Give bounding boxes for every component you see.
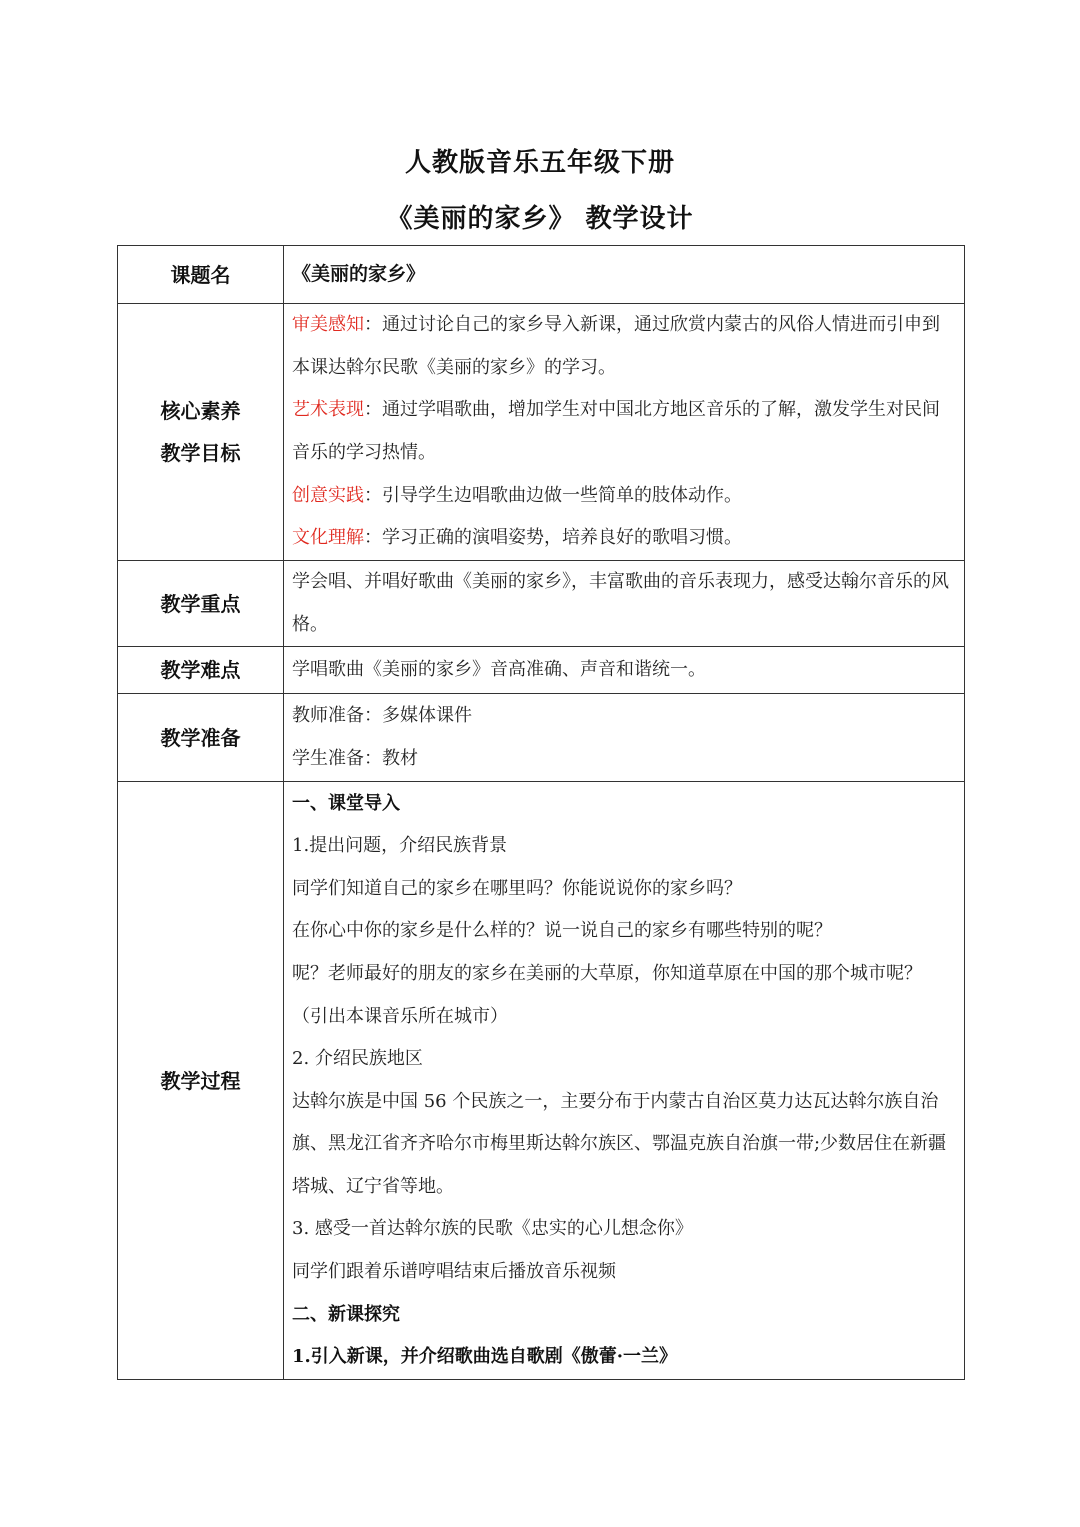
label-topic: 课题名 (118, 246, 284, 304)
row-preparation (118, 694, 965, 782)
label-difficulty: 教学难点 (118, 647, 284, 694)
process-line: 1.引入新课，并介绍歌曲选自歌剧《傲蕾·一兰》 (292, 1346, 678, 1368)
process-content (284, 782, 965, 1380)
label-goals (118, 304, 284, 561)
label-process: 教学过程 (118, 782, 284, 1380)
process-line: 呢？老师最好的朋友的家乡在美丽的大草原，你知道草原在中国的那个城市呢？ (292, 962, 922, 984)
lesson-plan-table (117, 245, 965, 1380)
student-preparation: 学生准备：教材 (292, 747, 418, 769)
process-line: 1.提出问题，介绍民族背景 (292, 835, 508, 857)
process-line: 一、课堂导入 (292, 792, 400, 814)
goal-item (292, 517, 956, 560)
goal-tag: 艺术表现 (292, 399, 364, 421)
row-difficulty (118, 647, 965, 694)
goal-text: ：通过讨论自己的家乡导入新课，通过欣赏内蒙古的风俗人情进而引申到本课达斡尔民歌《美丽的家乡》的学习。 (292, 314, 940, 378)
document-subtitle: 《美丽的家乡》 教学设计 (386, 204, 694, 234)
label-goals-line1: 核心素养 (160, 399, 241, 423)
process-line: 3. 感受一首达斡尔族的民歌《忠实的心儿想念你》 (292, 1218, 693, 1240)
row-key-point (118, 561, 965, 647)
key-point-text: 学会唱、并唱好歌曲《美丽的家乡》，丰富歌曲的音乐表现力，感受达翰尔音乐的风格。 (284, 561, 965, 647)
row-topic (118, 246, 965, 304)
goal-item (292, 475, 956, 518)
goal-item (292, 304, 956, 389)
process-line: 在你心中你的家乡是什么样的？说一说自己的家乡有哪些特别的呢？ (292, 920, 832, 942)
goal-text: ：引导学生边唱歌曲边做一些简单的肢体动作。 (364, 484, 742, 506)
teacher-preparation: 教师准备：多媒体课件 (292, 705, 472, 727)
process-line: 2. 介绍民族地区 (292, 1048, 423, 1070)
goal-tag: 审美感知 (292, 314, 364, 336)
difficulty-text: 学唱歌曲《美丽的家乡》音高准确、声音和谐统一。 (284, 647, 965, 694)
process-line: （引出本课音乐所在城市） (292, 1005, 508, 1027)
value-topic (284, 246, 965, 304)
goal-tag: 文化理解 (292, 527, 364, 549)
goal-text: ：通过学唱歌曲，增加学生对中国北方地区音乐的了解，激发学生对民间音乐的学习热情。 (292, 399, 940, 463)
process-line: 二、新课探究 (292, 1303, 400, 1325)
document-title: 人教版音乐五年级下册 (404, 148, 675, 178)
goals-content (284, 304, 965, 561)
goal-text: ：学习正确的演唱姿势，培养良好的歌唱习惯。 (364, 527, 742, 549)
label-goals-line2: 教学目标 (160, 441, 241, 465)
process-line: 同学们知道自己的家乡在哪里吗？你能说说你的家乡吗？ (292, 877, 742, 899)
topic-text: 《美丽的家乡》 (292, 263, 426, 286)
goal-item (292, 389, 956, 474)
row-process (118, 782, 965, 1380)
row-goals (118, 304, 965, 561)
label-key-point: 教学重点 (118, 561, 284, 647)
preparation-content (284, 694, 965, 782)
goal-tag: 创意实践 (292, 484, 364, 506)
process-line: 同学们跟着乐谱哼唱结束后播放音乐视频 (292, 1261, 616, 1283)
label-preparation: 教学准备 (118, 694, 284, 782)
process-line: 达斡尔族是中国 56 个民族之一，主要分布于内蒙古自治区莫力达瓦达斡尔族自治旗、黑龙江省齐齐哈尔市梅里斯达斡尔族区、鄂温克族自治旗一带;少数居住在新疆塔城、辽宁省等地。 (292, 1090, 947, 1197)
